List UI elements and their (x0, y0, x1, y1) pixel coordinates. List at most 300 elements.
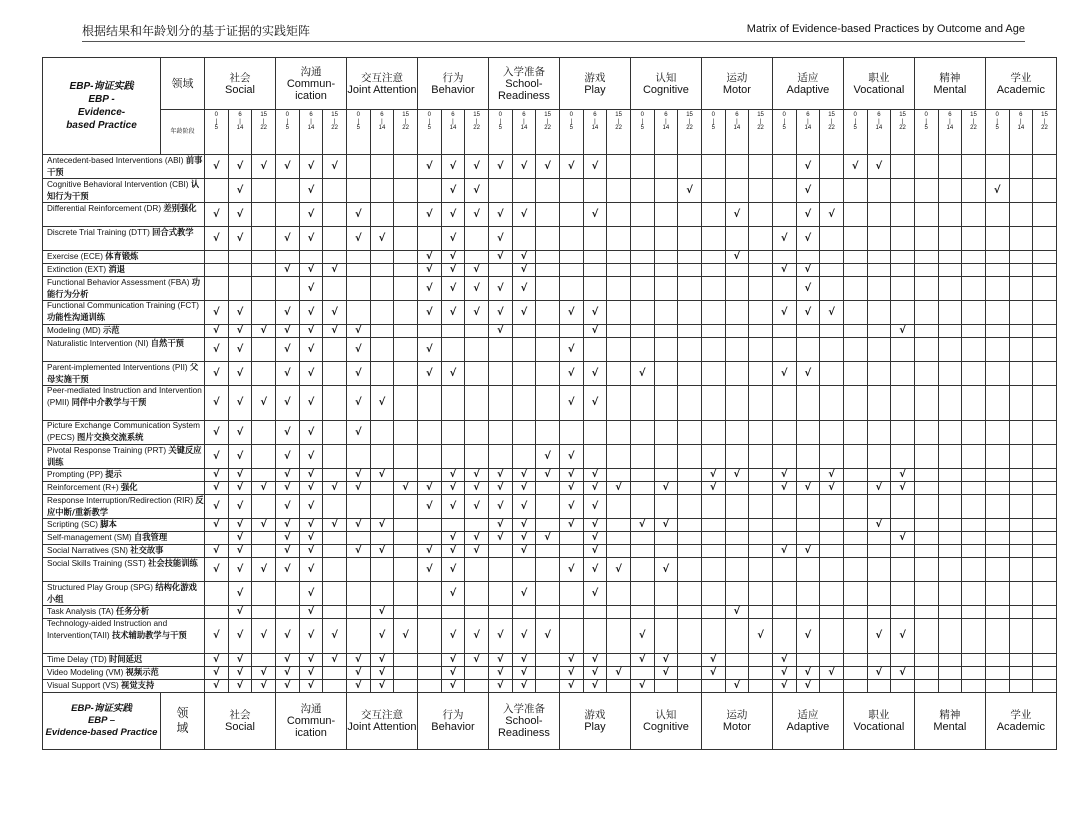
check-cell (772, 667, 796, 680)
age-band-bar: | (878, 118, 880, 125)
check-cell (559, 558, 583, 582)
check-cell (465, 421, 489, 445)
check-mark: √ (496, 667, 504, 678)
check-mark: √ (615, 563, 622, 575)
check-cell (701, 654, 725, 667)
check-cell (891, 482, 915, 495)
age-band-top: 6 (1019, 112, 1023, 118)
check-cell (891, 495, 915, 519)
check-cell (276, 362, 300, 386)
check-cell (701, 619, 725, 654)
practice-name-en: Task Analysis (TA) (47, 607, 114, 616)
age-band-top: 6 (877, 112, 881, 118)
age-band-bar: | (807, 118, 809, 125)
practice-row (43, 227, 1057, 251)
practice-row (43, 606, 1057, 619)
check-cell (583, 264, 607, 277)
check-mark: √ (591, 325, 599, 336)
check-cell (725, 606, 749, 619)
check-cell (843, 532, 867, 545)
check-cell (630, 155, 654, 179)
check-cell (370, 519, 394, 532)
check-cell (654, 469, 678, 482)
check-cell (536, 264, 560, 277)
check-cell (276, 606, 300, 619)
check-cell (252, 179, 276, 203)
check-mark: √ (378, 680, 386, 691)
check-cell (796, 619, 820, 654)
check-cell (985, 519, 1009, 532)
check-cell (394, 667, 418, 680)
check-mark: √ (212, 654, 220, 665)
check-cell (299, 227, 323, 251)
check-cell (394, 519, 418, 532)
check-cell (559, 179, 583, 203)
check-cell (1033, 469, 1057, 482)
check-mark: √ (520, 667, 528, 678)
check-cell (1009, 386, 1033, 421)
practice-name-cell (43, 654, 205, 667)
age-band-bottom: 22 (331, 125, 338, 131)
check-cell (299, 654, 323, 667)
check-cell (607, 558, 631, 582)
age-band-top: 15 (899, 112, 906, 118)
age-band-header (1033, 110, 1057, 155)
check-cell (394, 155, 418, 179)
practice-name-en: Modeling (MD) (47, 326, 101, 335)
check-mark: √ (378, 630, 386, 641)
check-cell (914, 558, 938, 582)
check-cell (583, 582, 607, 606)
footer-domain-zh: 适应 (797, 709, 819, 721)
footer-domain-en: Academic (996, 721, 1045, 733)
check-mark: √ (307, 184, 315, 196)
check-cell (299, 680, 323, 693)
check-cell (228, 545, 252, 558)
check-cell (985, 680, 1009, 693)
check-cell (796, 469, 820, 482)
check-cell (843, 386, 867, 421)
check-cell (820, 482, 844, 495)
age-band-header (867, 110, 891, 155)
check-cell (228, 532, 252, 545)
check-cell (276, 445, 300, 469)
check-cell (867, 495, 891, 519)
check-cell (796, 264, 820, 277)
check-cell (276, 155, 300, 179)
check-cell (512, 606, 536, 619)
check-cell (725, 264, 749, 277)
footer-domain-zh: 沟通 (300, 703, 322, 715)
check-mark: √ (591, 654, 599, 665)
practice-name-en: Extinction (EXT) (47, 265, 107, 274)
check-mark: √ (899, 469, 906, 480)
check-cell (370, 386, 394, 421)
check-cell (796, 545, 820, 558)
age-band-bottom: 14 (733, 125, 741, 131)
check-mark: √ (236, 343, 244, 355)
check-cell (370, 277, 394, 301)
check-cell (465, 155, 489, 179)
age-band-bar: | (357, 118, 360, 125)
practice-name-zh: 差别强化 (163, 203, 197, 213)
check-mark: √ (283, 450, 291, 462)
check-cell (346, 203, 370, 227)
check-cell (749, 325, 773, 338)
check-cell (1009, 421, 1033, 445)
check-cell (843, 680, 867, 693)
practice-row (43, 421, 1057, 445)
check-cell (394, 227, 418, 251)
check-cell (1009, 301, 1033, 325)
check-cell (725, 582, 749, 606)
check-mark: √ (307, 367, 315, 379)
check-cell (205, 469, 229, 482)
check-cell (1033, 606, 1057, 619)
check-cell (276, 277, 300, 301)
check-cell (630, 264, 654, 277)
check-cell (1009, 227, 1033, 251)
check-cell (441, 519, 465, 532)
check-cell (985, 179, 1009, 203)
check-cell (962, 277, 986, 301)
check-cell (488, 606, 512, 619)
check-mark: √ (331, 264, 338, 275)
check-mark: √ (212, 500, 220, 512)
check-mark: √ (875, 519, 883, 530)
check-cell (914, 362, 938, 386)
age-band-bottom: 22 (473, 125, 480, 131)
check-cell (205, 619, 229, 654)
age-band-top: 15 (473, 112, 480, 118)
check-cell (417, 203, 441, 227)
check-cell (512, 519, 536, 532)
check-mark: √ (804, 680, 812, 691)
check-mark: √ (425, 500, 433, 512)
check-cell (749, 482, 773, 495)
check-cell (938, 251, 962, 264)
check-cell (252, 558, 276, 582)
age-band-bar: | (925, 118, 927, 125)
check-cell (938, 362, 962, 386)
check-mark: √ (828, 469, 835, 480)
practice-name-cell (43, 179, 205, 203)
check-cell (276, 619, 300, 654)
check-cell (583, 325, 607, 338)
check-cell (938, 482, 962, 495)
practice-row (43, 362, 1057, 386)
check-cell (962, 338, 986, 362)
check-cell (394, 277, 418, 301)
practice-row (43, 545, 1057, 558)
check-cell (559, 667, 583, 680)
check-cell (1033, 421, 1057, 445)
check-cell (867, 680, 891, 693)
check-mark: √ (449, 545, 457, 556)
check-mark: √ (638, 680, 646, 691)
check-cell (417, 654, 441, 667)
check-cell (891, 325, 915, 338)
check-mark: √ (544, 450, 551, 462)
check-cell (512, 619, 536, 654)
check-cell (962, 469, 986, 482)
practice-name-en: Picture Exchange Communication System (PECS) (47, 421, 200, 442)
age-band-bottom: 22 (828, 125, 835, 131)
check-cell (417, 251, 441, 264)
age-band-bar: | (736, 118, 738, 125)
check-cell (985, 469, 1009, 482)
check-cell (465, 227, 489, 251)
check-mark: √ (567, 397, 575, 408)
check-mark: √ (496, 519, 504, 530)
check-cell (228, 519, 252, 532)
check-cell (630, 519, 654, 532)
age-band-top: 15 (757, 112, 764, 118)
check-mark: √ (449, 563, 457, 575)
check-cell (205, 301, 229, 325)
age-band-bar: | (523, 118, 525, 125)
check-cell (654, 606, 678, 619)
check-cell (252, 264, 276, 277)
check-mark: √ (354, 667, 362, 678)
check-mark: √ (236, 680, 244, 691)
check-cell (701, 325, 725, 338)
check-mark: √ (780, 654, 788, 665)
check-mark: √ (591, 680, 599, 691)
check-cell (654, 482, 678, 495)
check-cell (914, 203, 938, 227)
check-cell (725, 386, 749, 421)
check-mark: √ (473, 654, 480, 665)
check-cell (914, 582, 938, 606)
check-cell (1009, 482, 1033, 495)
check-cell (820, 469, 844, 482)
check-cell (417, 482, 441, 495)
check-mark: √ (378, 545, 386, 556)
check-mark: √ (283, 343, 291, 355)
check-cell (630, 338, 654, 362)
check-cell (228, 227, 252, 251)
check-cell (678, 445, 702, 469)
age-band-bottom: 14 (378, 125, 386, 131)
domain-header (276, 58, 347, 110)
check-mark: √ (828, 482, 835, 493)
check-mark: √ (307, 397, 315, 408)
check-cell (512, 325, 536, 338)
check-cell (820, 386, 844, 421)
age-band-bottom: 22 (402, 125, 409, 131)
age-band-bar: | (854, 118, 856, 125)
check-cell (843, 277, 867, 301)
check-cell (346, 545, 370, 558)
check-mark: √ (236, 325, 244, 336)
check-cell (252, 203, 276, 227)
check-cell (323, 582, 347, 606)
age-band-top: 0 (640, 112, 644, 118)
check-cell (276, 227, 300, 251)
check-cell (985, 654, 1009, 667)
practice-name-en: Video Modeling (VM) (47, 668, 124, 677)
check-mark: √ (804, 545, 812, 556)
check-mark: √ (567, 500, 575, 512)
check-cell (796, 179, 820, 203)
check-cell (299, 386, 323, 421)
age-band-top: 0 (285, 112, 289, 118)
practice-name-en: Pivotal Response Training (PRT) (47, 446, 167, 455)
check-cell (962, 421, 986, 445)
check-cell (843, 203, 867, 227)
check-mark: √ (567, 306, 575, 318)
domain-label-zh: 交互注意 (360, 71, 403, 84)
check-cell (678, 251, 702, 264)
check-cell (725, 421, 749, 445)
age-band-top: 0 (356, 112, 360, 118)
practice-row (43, 277, 1057, 301)
age-band-header (772, 110, 796, 155)
check-cell (536, 301, 560, 325)
check-cell (843, 495, 867, 519)
check-cell (536, 654, 560, 667)
check-cell (536, 203, 560, 227)
check-cell (370, 482, 394, 495)
check-mark: √ (638, 654, 646, 665)
check-cell (607, 301, 631, 325)
check-cell (725, 325, 749, 338)
check-cell (962, 680, 986, 693)
check-mark: √ (496, 469, 504, 480)
check-cell (276, 251, 300, 264)
check-mark: √ (804, 184, 812, 196)
check-cell (512, 582, 536, 606)
practice-name-cell (43, 606, 205, 619)
check-mark: √ (449, 630, 457, 641)
check-mark: √ (473, 208, 480, 220)
check-cell (985, 495, 1009, 519)
age-band-header (583, 110, 607, 155)
check-mark: √ (780, 367, 788, 379)
check-cell (276, 667, 300, 680)
check-mark: √ (354, 343, 362, 355)
check-cell (607, 421, 631, 445)
check-cell (299, 619, 323, 654)
check-cell (441, 558, 465, 582)
check-mark: √ (449, 500, 457, 512)
check-cell (299, 558, 323, 582)
check-mark: √ (520, 532, 528, 543)
check-cell (276, 654, 300, 667)
practice-name-zh: 功能行为分析 (47, 277, 201, 299)
check-cell (488, 582, 512, 606)
practice-row (43, 469, 1057, 482)
check-cell (323, 654, 347, 667)
footer-domain (772, 693, 843, 750)
footer-lingyu-2: 域 (176, 721, 189, 735)
check-cell (536, 606, 560, 619)
check-cell (228, 386, 252, 421)
check-cell (749, 558, 773, 582)
check-mark: √ (236, 184, 244, 196)
check-cell (252, 251, 276, 264)
check-cell (394, 362, 418, 386)
check-cell (772, 227, 796, 251)
check-cell (725, 482, 749, 495)
check-cell (630, 386, 654, 421)
check-cell (985, 582, 1009, 606)
check-cell (772, 519, 796, 532)
check-cell (276, 519, 300, 532)
check-cell (252, 325, 276, 338)
check-cell (985, 338, 1009, 362)
check-cell (228, 654, 252, 667)
check-cell (914, 264, 938, 277)
check-cell (820, 251, 844, 264)
check-cell (796, 362, 820, 386)
check-cell (914, 667, 938, 680)
check-mark: √ (331, 325, 338, 336)
check-cell (938, 532, 962, 545)
check-mark: √ (425, 282, 433, 294)
check-cell (228, 251, 252, 264)
check-cell (725, 558, 749, 582)
check-cell (701, 495, 725, 519)
check-cell (607, 155, 631, 179)
check-cell (370, 469, 394, 482)
check-cell (725, 667, 749, 680)
practice-name-en: Exercise (ECE) (47, 252, 103, 261)
check-cell (299, 469, 323, 482)
check-mark: √ (496, 306, 504, 318)
footer-domain-zh: 交互注意 (360, 709, 403, 721)
age-band-top: 15 (544, 112, 551, 118)
age-band-bar: | (215, 118, 218, 125)
check-cell (228, 203, 252, 227)
check-cell (654, 667, 678, 680)
check-cell (299, 519, 323, 532)
practice-name-en: Functional Communication Training (FCT) (47, 301, 199, 310)
practice-name-cell (43, 227, 205, 251)
check-mark: √ (354, 232, 362, 244)
check-cell (583, 654, 607, 667)
check-cell (252, 519, 276, 532)
check-cell (820, 179, 844, 203)
age-band-bar: | (783, 118, 785, 125)
age-band-bar: | (286, 118, 289, 125)
practice-row (43, 619, 1057, 654)
check-cell (820, 495, 844, 519)
practice-name-zh: 同伴中介教学与干预 (71, 396, 147, 407)
check-mark: √ (212, 563, 220, 575)
check-cell (749, 606, 773, 619)
check-cell (583, 421, 607, 445)
age-band-header (536, 110, 560, 155)
check-mark: √ (283, 545, 291, 556)
check-cell (843, 582, 867, 606)
check-cell (607, 619, 631, 654)
check-mark: √ (307, 519, 315, 530)
check-mark: √ (378, 469, 386, 480)
check-mark: √ (567, 654, 575, 665)
check-cell (559, 325, 583, 338)
practice-row (43, 582, 1057, 606)
check-cell (938, 338, 962, 362)
check-cell (323, 227, 347, 251)
check-cell (512, 362, 536, 386)
check-cell (299, 155, 323, 179)
check-cell (370, 264, 394, 277)
check-cell (867, 545, 891, 558)
check-cell (630, 301, 654, 325)
check-mark: √ (520, 264, 528, 275)
